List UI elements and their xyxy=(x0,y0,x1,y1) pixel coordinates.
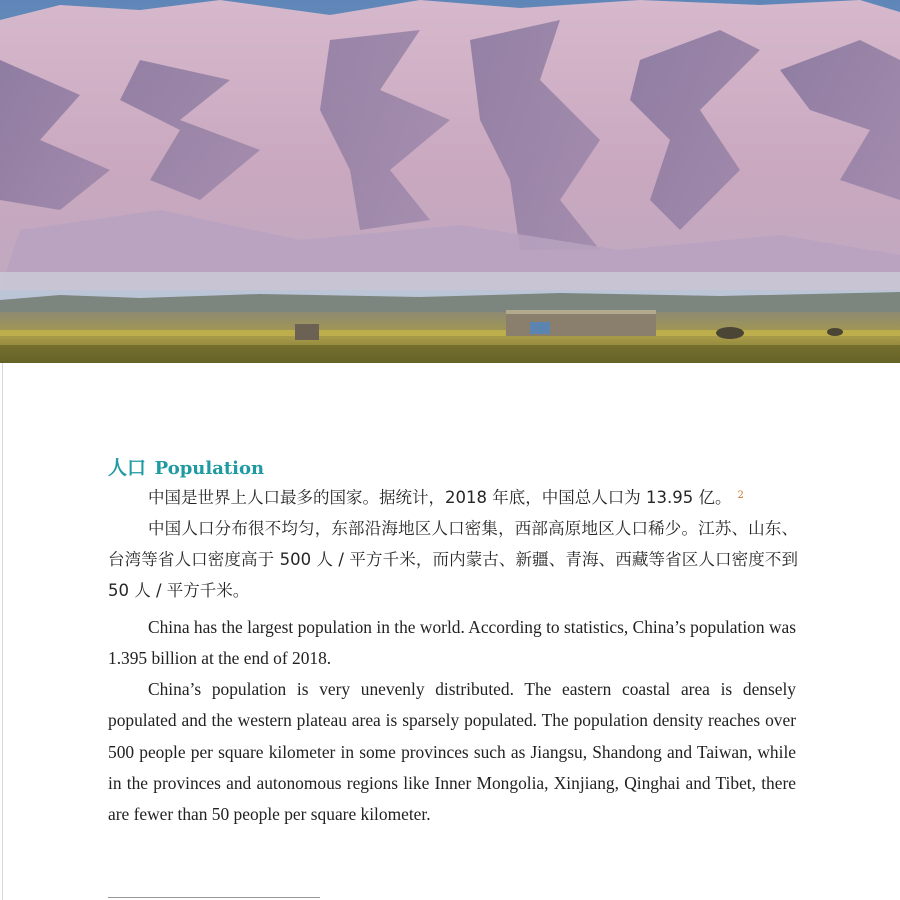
chinese-paragraph-2: 中国人口分布很不均匀，东部沿海地区人口密集，西部高原地区人口稀少。江苏、山东、台湾等省人口密度高于 500 人 / 平方千米，而内蒙古、新疆、青海、西藏等省区人口密度不到 50 人 / 平方千米。 xyxy=(108,519,798,600)
section-heading xyxy=(108,453,264,480)
heading-chinese: 人口 xyxy=(108,457,147,479)
chinese-paragraph-1-text: 中国是世界上人口最多的国家。据统计，2018 年底，中国总人口为 13.95 亿。 xyxy=(148,488,732,507)
english-paragraph-1: China has the largest population in the world. According to statistics, China’s population was 1.395 billion at the end of 2018. xyxy=(108,617,796,669)
chinese-paragraph-1 xyxy=(108,482,798,513)
heading-english: Population xyxy=(154,458,265,479)
landscape-illustration xyxy=(0,0,900,363)
english-paragraph-2: China’s population is very unevenly distributed. The eastern coastal area is densely populated and the western plateau area is sparsely populated. The population density reaches over 500 people per square kilometer in some provinces such as Jiangsu, Shandong and Taiwan, while in the provinces and autonomous regions like Inner Mongolia, Xinjiang, Qinghai and Tibet, there are fewer than 50 people per square kilometer. xyxy=(108,679,796,825)
footnote-separator xyxy=(108,897,320,898)
page-edge-rule xyxy=(2,363,3,900)
footnote-marker: 2 xyxy=(737,490,744,501)
header-photo xyxy=(0,0,900,363)
